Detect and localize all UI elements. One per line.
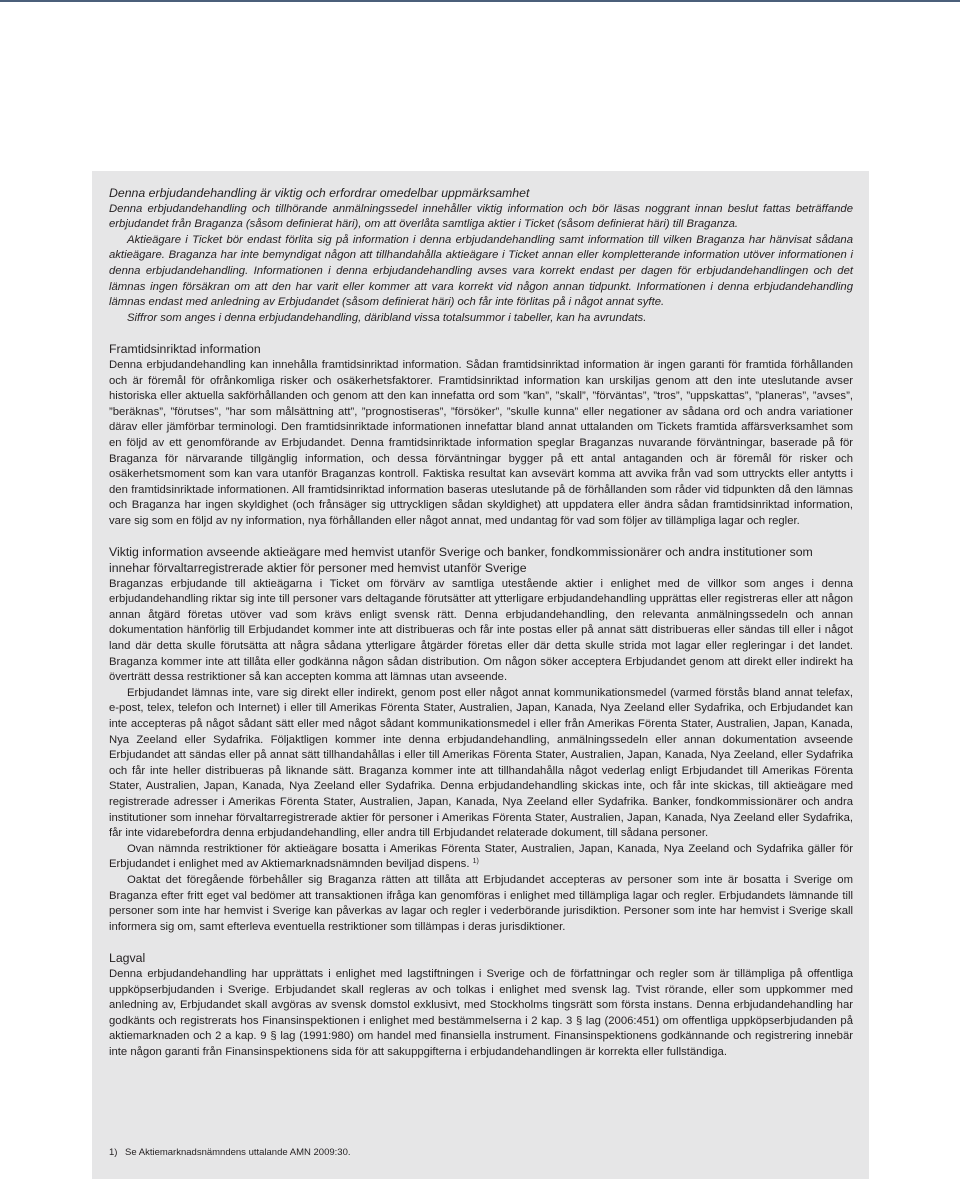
footnote [109,1147,351,1159]
notice-panel [92,171,869,1179]
paragraph: Oaktat det föregående förbehåller sig Braganza rätten att tillåta att Erbjudandet accepteras av personer som inte är bosatta i Sverige om Braganza efter fritt eget val bedömer att transaktionen ifråga kan genomföras i enlighet med tillämpliga lagar och regler. Erbjudandets lämnande till personer som inte har hemvist i Sverige kan påverkas av lagar och regler i vederbörande jurisdiktion. Personer som inte har hemvist i Sverige skall informera sig om, samt efterleva eventuella restriktioner som tillämpas i deras jurisdiktioner. [109,873,853,933]
footnote-text: Se Aktiemarknadsnämndens uttalande AMN 2009:30. [125,1147,351,1158]
paragraph: Braganzas erbjudande till aktieägarna i Ticket om förvärv av samtliga utestående aktier i enlighet med de villkor som anges i denna erbjudandehandling riktar sig inte till personer vars deltagande förutsätter att ytterligare erbjudandehandling upprättas eller registreras eller att någon annan åtgärd företas utöver vad som krävs enligt svensk rätt. Denna erbjudandehandling, den relevanta anmälningssedeln och annan dokumentation hänförlig till Erbjudandet kommer inte att distribueras och får inte postas eller på annat sätt distribueras eller sändas till eller i något land där detta skulle förutsätta att några sådana ytterligare åtgärder företas eller där detta skulle strida mot lagar eller regleringar i det landet. Braganza kommer inte att tillåta eller godkänna någon sådan distribution. Om någon söker acceptera Erbjudandet genom att direkt eller indirekt ha överträtt dessa restriktioner så kan accepten komma att lämnas utan avseende. [109,577,853,684]
section-forward-looking [109,342,853,529]
section-heading: Lagval [109,951,146,966]
paragraph-text: Ovan nämnda restriktioner för aktieägare bosatta i Amerikas Förenta Stater, Australien, Japan, Kanada, Nya Zeeland och Sydafrika gäller för Erbjudandet i enlighet med av Aktiemarknadsnämnden beviljad dispens. [109,842,853,871]
paragraph: Erbjudandet lämnas inte, vare sig direkt eller indirekt, genom post eller något annat kommunikationsmedel (varmed förstås bland annat telefax, e-post, telex, telefon och Internet) i eller till Amerikas Förenta Stater, Australien, Japan, Kanada, Nya Zeeland eller Sydafrika, och Erbjudandet kan inte accepteras på något sådant sätt eller med något sådant kommunikationsmedel i eller från Amerikas Förenta Stater, Australien, Japan, Kanada, Nya Zeeland eller Sydafrika. Följaktligen kommer inte denna erbjudandehandling, anmälningssedeln eller annan dokumentation avseende Erbjudandet att sändas eller på annat sätt tillhandahållas i eller till Amerikas Förenta Stater, Australien, Japan, Kanada, Nya Zeeland, eller Sydafrika och får inte heller distribueras på liknande sätt. Braganza kommer inte att tillhandahålla något vederlag enligt Erbjudandet till Amerikas Förenta Stater, Australien, Japan, Kanada, Nya Zeeland eller Sydafrika. Denna erbjudandehandling skickas inte, och får inte skickas, till aktieägare med registrerade adresser i Amerikas Förenta Stater, Australien, Japan, Kanada, Nya Zeeland eller Sydafrika. Banker, fondkommissionärer och andra institutioner som innehar förvaltarregistrerade aktier för personer i Amerikas Förenta Stater, Australien, Japan, Kanada, Nya Zeeland eller Sydafrika, får inte vidarebefordra denna erbjudandehandling, eller andra till Erbjudandet relaterade dokument, till sådana personer. [109,686,853,840]
paragraph [109,842,853,873]
paragraph: Aktieägare i Ticket bör endast förlita sig på information i denna erbjudandehandling samt information till vilken Braganza har hänvisat sådana aktieägare. Braganza har inte bemyndigat någon att tillhandahålla aktieägare i Ticket annan eller kompletterande information utöver informationen i denna erbjudandehandling. Informationen i denna erbjudandehandling avses vara korrekt endast per dagen för erbjudandehandlingen och det lämnas ingen försäkran om att den har varit eller kommer att vara korrekt vid någon annan tidpunkt. Informationen i denna erbjudandehandling lämnas endast med anledning av Erbjudandet (såsom definierat häri) och får inte förlitas på i något annat syfte. [109,233,853,309]
top-rule [0,0,960,2]
section-heading: Viktig information avseende aktieägare med hemvist utanför Sverige och banker, fondkommissionärer och andra institutioner som innehar förvaltarregistrerade aktier för personer med hemvist utanför Sverige [109,545,813,576]
section-governing-law [109,951,853,1060]
paragraph: Denna erbjudandehandling och tillhörande anmälningssedel innehåller viktig information och bör läsas noggrant innan beslut fattas beträffande erbjudandet från Braganza (såsom definierat häri), om att överlåta samtliga aktier i Ticket (såsom definierat häri) till Braganza. [109,202,853,231]
section-foreign-shareholders [109,545,853,935]
paragraph: Denna erbjudandehandling har upprättats i enlighet med lagstiftningen i Sverige och de författningar och regler som är tillämpliga på offentliga uppköpserbjudanden i Sverige. Erbjudandet skall regleras av och tolkas i enlighet med svensk lag. Tvist rörande, eller som uppkommer med anledning av, Erbjudandet skall avgöras av svensk domstol exklusivt, med Stockholms tingsrätt som första instans. Denna erbjudandehandling har godkänts och registrerats hos Finansinspektionen i enlighet med bestämmelserna i 2 kap. 3 § lag (2006:451) om offentliga uppköpserbjudanden på aktiemarknaden och 2 a kap. 9 § lag (1991:980) om handel med finansiella instrument. Finansinspektionens godkännande och registrering innebär inte någon garanti från Finansinspektionens sida för att sakuppgifterna i erbjudandehandlingen är korrekta eller fullständiga. [109,967,853,1058]
section-important-notice [109,186,853,326]
footnote-number: 1) [109,1147,118,1158]
section-heading: Framtidsinriktad information [109,342,261,357]
paragraph: Denna erbjudandehandling kan innehålla framtidsinriktad information. Sådan framtidsinriktad information är ingen garanti för framtida förhållanden och är föremål för ofrånkomliga risker och osäkerhetsfaktorer. Framtidsinriktad information kan urskiljas genom att den inte uteslutande avser historiska eller aktuella sakförhållanden och genom att den kan innefatta ord som ”kan”, ”skall”, ”förväntas”, ”tros”, ”uppskattas”, ”planeras”, ”avses”, ”beräknas”, ”förutses”, ”har som målsättning att”, ”prognostiseras”, ”försöker”, ”skulle kunna” eller negationer av sådana ord och andra variationer därav eller jämförbar terminologi. Den framtidsinriktade informationen innefattar bland annat uttalanden om Tickets framtida affärsverksamhet som en följd av ett genomförande av Erbjudandet. Denna framtidsinriktade information speglar Braganzas nuvarande förväntningar, baserade på för Braganza för närvarande tillgänglig information, och dessa förväntningar bygger på ett antal antaganden och är föremål för risker och osäkerhetsmoment som kan vara utanför Braganzas kontroll. Faktiska resultat kan avsevärt komma att avvika från vad som uttryckts eller antytts i den framtidsinriktade informationen. All framtidsinriktad information baseras uteslutande på de förhållanden som råder vid tidpunkten då den lämnas och Braganza har ingen skyldighet (och frånsäger sig uttryckligen sådan skyldighet) att uppdatera eller ändra sådan framtidsinriktad information, vare sig som en följd av ny information, nya förhållanden eller något annat, med undantag för vad som följer av tillämpliga lagar och regler. [109,358,853,527]
paragraph: Siffror som anges i denna erbjudandehandling, däribland vissa totalsummor i tabeller, kan ha avrundats. [127,311,647,324]
footnote-reference[interactable]: 1) [472,858,479,866]
section-heading: Denna erbjudandehandling är viktig och erfordrar omedelbar uppmärksamhet [109,186,530,200]
